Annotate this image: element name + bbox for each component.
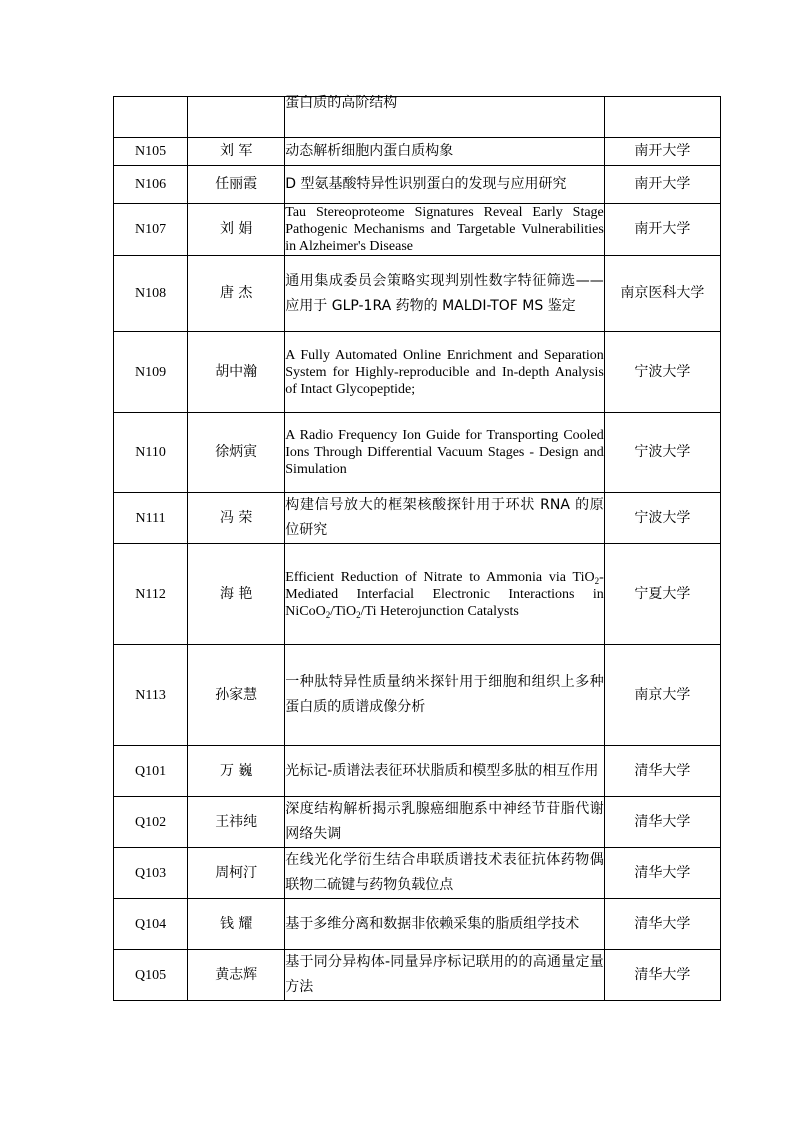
row-name: 唐 杰: [188, 256, 285, 332]
row-title-text: 动态解析细胞内蛋白质构象: [285, 143, 454, 159]
row-title-text: 光标记-质谱法表征环状脂质和模型多肽的相互作用: [285, 762, 599, 779]
row-id: Q103: [114, 848, 188, 899]
row-institution: 南开大学: [604, 166, 720, 204]
row-name: 海 艳: [188, 544, 285, 645]
row-institution: 清华大学: [604, 950, 720, 1001]
table-row: [114, 645, 721, 746]
row-title: [285, 413, 605, 493]
row-institution: 南京大学: [604, 645, 720, 746]
table-row: [114, 746, 721, 797]
row-title-text: D 型氨基酸特异性识别蛋白的发现与应用研究: [285, 176, 567, 192]
row-id: N111: [114, 493, 188, 544]
row-title-text: 一种肽特异性质量纳米探针用于细胞和组织上多种蛋白质的质谱成像分析: [285, 674, 604, 715]
row-title: [285, 166, 605, 204]
row-title: [285, 256, 605, 332]
subscript: 2: [356, 609, 361, 620]
row-title: [285, 138, 605, 166]
row-institution: 清华大学: [604, 848, 720, 899]
row-id: N108: [114, 256, 188, 332]
table-row: [114, 332, 721, 413]
schedule-table: [113, 96, 721, 1001]
row-name: 王祎纯: [188, 797, 285, 848]
row-institution: 清华大学: [604, 899, 720, 950]
title-part: /Ti Heterojunction Catalysts: [360, 603, 519, 619]
row-title-text: 深度结构解析揭示乳腺癌细胞系中神经节苷脂代谢网络失调: [285, 801, 604, 842]
row-title: [285, 493, 605, 544]
table-row: [114, 544, 721, 645]
subscript: 2: [325, 609, 331, 620]
title-part: -Mediated Interfacial Electronic Interactions in NiCoO: [285, 569, 604, 619]
row-title-text: 构建信号放大的框架核酸探针用于环状 RNA 的原位研究: [285, 497, 604, 538]
row-name: 任丽霞: [188, 166, 285, 204]
row-title: [285, 94, 605, 138]
row-institution: 宁波大学: [604, 413, 720, 493]
row-name: 孙家慧: [188, 645, 285, 746]
row-institution: 宁夏大学: [604, 544, 720, 645]
row-title-text: 蛋白质的高阶结构: [285, 94, 398, 111]
table-row: [114, 204, 721, 256]
row-id: Q105: [114, 950, 188, 1001]
row-institution: 清华大学: [604, 797, 720, 848]
row-institution: 宁波大学: [604, 493, 720, 544]
row-title-text: 基于多维分离和数据非依赖采集的脂质组学技术: [285, 915, 580, 932]
row-title-text: [285, 569, 604, 620]
table-row: [114, 166, 721, 204]
table-row: [114, 97, 721, 138]
row-name: [188, 97, 285, 138]
table-row: [114, 138, 721, 166]
row-title-text: 在线光化学衍生结合串联质谱技术表征抗体药物偶联物二硫键与药物负载位点: [285, 852, 604, 893]
row-title: [285, 645, 605, 746]
title-part: Efficient Reduction of Nitrate to Ammonia via TiO: [285, 569, 595, 585]
row-title-text: 基于同分异构体-同量异序标记联用的的高通量定量方法: [285, 954, 604, 995]
row-id: N109: [114, 332, 188, 413]
row-institution: 南京医科大学: [604, 256, 720, 332]
row-id: N110: [114, 413, 188, 493]
table-row: [114, 413, 721, 493]
row-name: 刘 娟: [188, 204, 285, 256]
table-row: [114, 899, 721, 950]
table-row: [114, 848, 721, 899]
row-institution: 南开大学: [604, 138, 720, 166]
table-row: [114, 256, 721, 332]
title-part: /TiO: [330, 603, 357, 619]
row-title-text: 通用集成委员会策略实现判别性数字特征筛选——应用于 GLP-1RA 药物的 MALDI-TOF MS 鉴定: [285, 272, 604, 314]
row-title-text: A Radio Frequency Ion Guide for Transporting Cooled Ions Through Differential Vacuum Stages - Design and Simulation: [285, 428, 604, 477]
row-title: [285, 848, 605, 899]
row-title-text: A Fully Automated Online Enrichment and Separation System for Highly-reproducible and In-depth Analysis of Intact Glycopeptide;: [285, 347, 604, 397]
row-id: N106: [114, 166, 188, 204]
row-title-text: Tau Stereoproteome Signatures Reveal Early Stage Pathogenic Mechanisms and Targetable Vulnerabilities in Alzheimer's Disease: [285, 205, 604, 254]
row-name: 刘 军: [188, 138, 285, 166]
row-institution: 清华大学: [604, 746, 720, 797]
table-row: [114, 797, 721, 848]
row-id: N113: [114, 645, 188, 746]
row-name: 冯 荣: [188, 493, 285, 544]
row-id: [114, 97, 188, 138]
row-title: [285, 204, 605, 256]
row-id: N105: [114, 138, 188, 166]
row-name: 徐炳寅: [188, 413, 285, 493]
row-title: [285, 899, 605, 950]
row-institution: [604, 97, 720, 138]
row-institution: 宁波大学: [604, 332, 720, 413]
row-name: 黄志辉: [188, 950, 285, 1001]
row-id: Q104: [114, 899, 188, 950]
row-name: 钱 耀: [188, 899, 285, 950]
row-title: [285, 544, 605, 645]
row-id: N112: [114, 544, 188, 645]
row-institution: 南开大学: [604, 204, 720, 256]
row-title: [285, 746, 605, 797]
row-title: [285, 332, 605, 413]
row-title: [285, 797, 605, 848]
row-name: 周柯汀: [188, 848, 285, 899]
table-row: [114, 950, 721, 1001]
row-name: 胡中瀚: [188, 332, 285, 413]
row-id: N107: [114, 204, 188, 256]
table-row: [114, 493, 721, 544]
row-title: [285, 950, 605, 1001]
row-id: Q102: [114, 797, 188, 848]
subscript: 2: [594, 575, 600, 586]
row-name: 万 巍: [188, 746, 285, 797]
row-id: Q101: [114, 746, 188, 797]
